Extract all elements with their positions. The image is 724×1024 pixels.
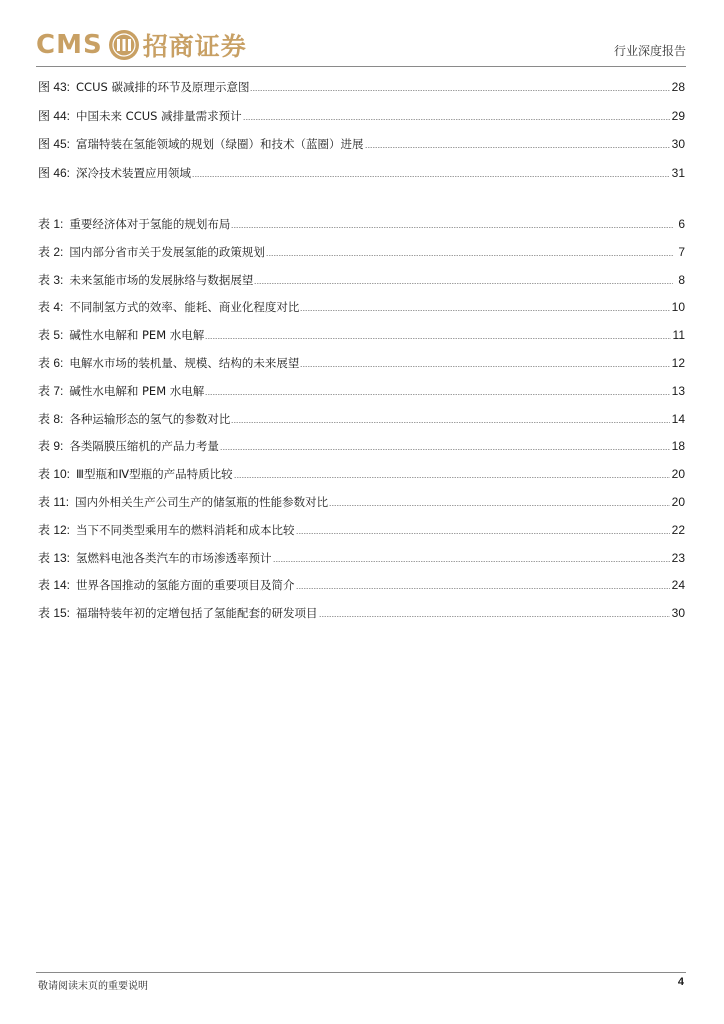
entry-title: 当下不同类型乘用车的燃料消耗和成本比较 — [76, 522, 295, 537]
entry-title: 不同制氢方式的效率、能耗、商业化程度对比 — [69, 300, 300, 315]
dot-leader — [266, 255, 673, 256]
table-entry[interactable] — [38, 356, 685, 370]
table-entry[interactable] — [38, 551, 685, 565]
entry-label: 表 5: — [38, 328, 64, 343]
table-entry[interactable] — [38, 412, 685, 426]
entry-page-number: 20 — [671, 494, 685, 509]
entry-label: 表 15: — [38, 606, 71, 621]
table-entry[interactable] — [38, 328, 685, 342]
page-header — [36, 22, 686, 66]
entry-label: 表 12: — [38, 522, 71, 537]
table-entry[interactable] — [38, 439, 685, 453]
entry-page-number: 20 — [671, 467, 685, 482]
table-entry[interactable] — [38, 384, 685, 398]
dot-leader — [296, 533, 670, 534]
footer-divider — [36, 972, 686, 973]
entry-page-number: 31 — [671, 165, 685, 180]
entry-label: 表 14: — [38, 578, 71, 593]
table-entry[interactable] — [38, 606, 685, 620]
entry-page-number: 28 — [671, 80, 685, 94]
entry-title: 国内外相关生产公司生产的储氢瓶的性能参数对比 — [75, 494, 329, 509]
entry-page-number: 30 — [671, 606, 685, 621]
cms-logo — [36, 28, 247, 62]
table-entry[interactable] — [38, 523, 685, 537]
entry-page-number: 8 — [678, 272, 685, 287]
entry-title: 富瑞特装在氢能领域的规划（绿圈）和技术（蓝圈）进展 — [76, 137, 364, 151]
entry-label: 表 6: — [38, 355, 64, 370]
entry-page-number: 30 — [671, 137, 685, 151]
entry-label: 表 4: — [38, 300, 64, 315]
table-entry[interactable] — [38, 217, 685, 231]
table-entry[interactable] — [38, 578, 685, 592]
entry-label: 表 10: — [38, 467, 71, 482]
entry-title: 各类隔膜压缩机的产品力考量 — [69, 439, 219, 454]
entry-title: 福瑞特装年初的定增包括了氢能配套的研发项目 — [76, 606, 318, 621]
dot-leader — [243, 119, 670, 120]
entry-page-number: 22 — [671, 522, 685, 537]
dot-leader — [205, 338, 670, 339]
table-entry[interactable] — [38, 495, 685, 509]
entry-page-number: 24 — [671, 578, 685, 593]
entry-title: 电解水市场的装机量、规模、结构的未来展望 — [69, 355, 300, 370]
entry-page-number: 18 — [671, 439, 685, 454]
table-list — [38, 217, 685, 634]
entry-page-number: 29 — [671, 108, 685, 123]
dot-leader — [319, 616, 670, 617]
entry-page-number: 11 — [672, 328, 685, 343]
dot-leader — [234, 477, 670, 478]
dot-leader — [205, 394, 669, 395]
entry-label: 表 13: — [38, 550, 71, 565]
entry-label: 图 44: — [38, 108, 71, 123]
entry-label: 表 11: — [38, 494, 70, 509]
table-entry[interactable] — [38, 273, 685, 287]
entry-title: 碱性水电解和 PEM 水电解 — [69, 328, 205, 343]
entry-title: 重要经济体对于氢能的规划布局 — [69, 217, 231, 231]
dot-leader — [231, 227, 673, 228]
entry-page-number: 6 — [678, 217, 685, 231]
figure-entry[interactable] — [38, 109, 685, 123]
entry-title: 深冷技术装置应用领域 — [76, 165, 192, 180]
dot-leader — [365, 147, 670, 148]
entry-label: 表 9: — [38, 439, 64, 454]
entry-title: 各种运输形态的氢气的参数对比 — [69, 411, 231, 426]
entry-label: 图 45: — [38, 137, 71, 151]
entry-title: 未来氢能市场的发展脉络与数据展望 — [69, 272, 254, 287]
dot-leader — [254, 283, 673, 284]
logo-emblem-icon — [107, 28, 141, 62]
entry-label: 表 8: — [38, 411, 64, 426]
entry-label: 图 43: — [38, 80, 71, 94]
dot-leader — [329, 505, 670, 506]
figure-entry[interactable] — [38, 80, 685, 94]
figure-list — [38, 80, 685, 194]
table-entry[interactable] — [38, 467, 685, 481]
entry-label: 表 3: — [38, 272, 64, 287]
entry-page-number: 23 — [671, 550, 685, 565]
entry-page-number: 10 — [671, 300, 685, 315]
entry-page-number: 14 — [671, 411, 685, 426]
logo-text: CMS — [36, 30, 103, 60]
entry-title: 世界各国推动的氢能方面的重要项目及简介 — [76, 578, 295, 593]
entry-label: 表 7: — [38, 383, 64, 398]
entry-label: 表 2: — [38, 244, 64, 259]
entry-page-number: 12 — [671, 355, 685, 370]
figure-entry[interactable] — [38, 166, 685, 180]
table-entry[interactable] — [38, 300, 685, 314]
entry-title: CCUS 碳减排的环节及原理示意图 — [76, 80, 250, 94]
dot-leader — [273, 561, 670, 562]
entry-label: 图 46: — [38, 165, 71, 180]
table-entry[interactable] — [38, 245, 685, 259]
page-number: 4 — [677, 976, 684, 988]
header-divider — [36, 66, 686, 67]
dot-leader — [300, 366, 669, 367]
entry-title: 氢燃料电池各类汽车的市场渗透率预计 — [76, 550, 272, 565]
entry-title: 国内部分省市关于发展氢能的政策规划 — [69, 244, 265, 259]
disclaimer-note: 敬请阅读末页的重要说明 — [38, 981, 148, 992]
logo-name: 招商证券 — [142, 32, 247, 61]
dot-leader — [300, 310, 669, 311]
report-type: 行业深度报告 — [613, 44, 686, 58]
entry-label: 表 1: — [38, 217, 64, 231]
dot-leader — [231, 422, 669, 423]
entry-title: 中国未来 CCUS 减排量需求预计 — [76, 108, 242, 123]
entry-title: Ⅲ型瓶和Ⅳ型瓶的产品特质比较 — [76, 467, 233, 482]
dot-leader — [296, 588, 670, 589]
entry-page-number: 7 — [678, 244, 685, 259]
dot-leader — [192, 176, 670, 177]
entry-page-number: 13 — [671, 383, 685, 398]
entry-title: 碱性水电解和 PEM 水电解 — [69, 383, 205, 398]
figure-entry[interactable] — [38, 137, 685, 151]
dot-leader — [250, 90, 669, 91]
dot-leader — [220, 449, 670, 450]
